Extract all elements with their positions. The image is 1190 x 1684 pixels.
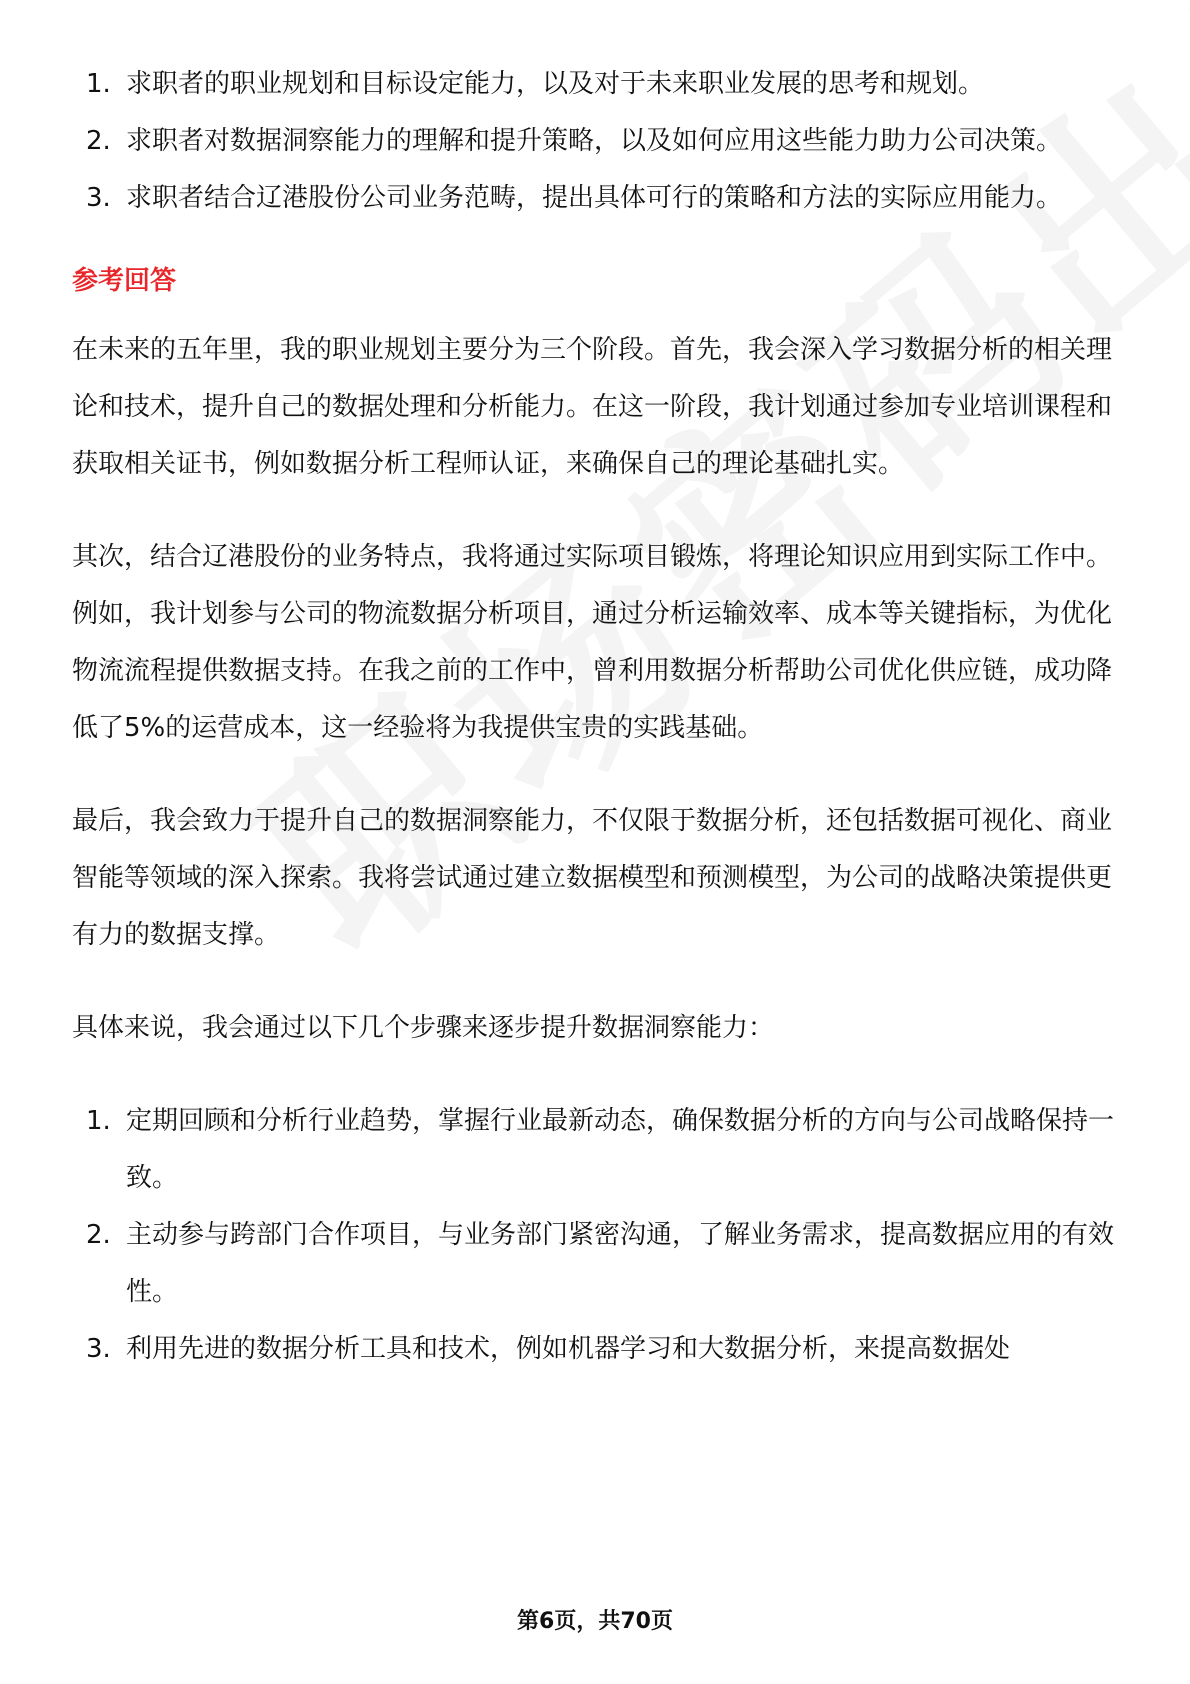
list-text: 利用先进的数据分析工具和技术，例如机器学习和大数据分析，来提高数据处 [126,1334,1011,1364]
list-text: 求职者结合辽港股份公司业务范畴，提出具体可行的策略和方法的实际应用能力。 [126,183,1063,213]
list-text: 求职者对数据洞察能力的理解和提升策略，以及如何应用这些能力助力公司决策。 [126,126,1063,156]
step-list [72,1093,1122,1378]
list-number: 2. [86,1220,111,1250]
list-number: 1. [86,69,111,99]
document-body [72,56,1122,1378]
list-number: 3. [86,183,111,213]
list-text: 求职者的职业规划和目标设定能力，以及对于未来职业发展的思考和规划。 [126,69,985,99]
list-item [72,1207,1122,1321]
list-item [72,113,1122,170]
list-item [72,1321,1122,1378]
list-text: 主动参与跨部门合作项目，与业务部门紧密沟通，了解业务需求，提高数据应用的有效性。 [126,1220,1115,1307]
list-number: 3. [86,1334,111,1364]
paragraph: 最后，我会致力于提升自己的数据洞察能力，不仅限于数据分析，还包括数据可视化、商业智能等领域的深入探索。我将尝试通过建立数据模型和预测模型，为公司的战略决策提供更有力的数据支撑。 [72,806,1113,950]
section-title: 参考回答 [72,266,177,296]
list-item [72,56,1122,113]
list-number: 2. [86,126,111,156]
paragraph: 其次，结合辽港股份的业务特点，我将通过实际项目锻炼，将理论知识应用到实际工作中。例如，我计划参与公司的物流数据分析项目，通过分析运输效率、成本等关键指标，为优化物流流程提供数据支持。在我之前的工作中，曾利用数据分析帮助公司优化供应链，成功降低了5%的运营成本，这一经验将为我提供宝贵的实践基础。 [72,542,1113,743]
list-item [72,1093,1122,1207]
list-item [72,170,1122,227]
question-list [72,56,1122,227]
list-number: 1. [86,1106,111,1136]
paragraph: 具体来说，我会通过以下几个步骤来逐步提升数据洞察能力： [72,1013,775,1043]
page-footer: 第6页，共70页 [517,1609,673,1634]
list-text: 定期回顾和分析行业趋势，掌握行业最新动态，确保数据分析的方向与公司战略保持一致。 [126,1106,1115,1193]
paragraph: 在未来的五年里，我的职业规划主要分为三个阶段。首先，我会深入学习数据分析的相关理论和技术，提升自己的数据处理和分析能力。在这一阶段，我计划通过参加专业培训课程和获取相关证书，例如数据分析工程师认证，来确保自己的理论基础扎实。 [72,335,1113,479]
